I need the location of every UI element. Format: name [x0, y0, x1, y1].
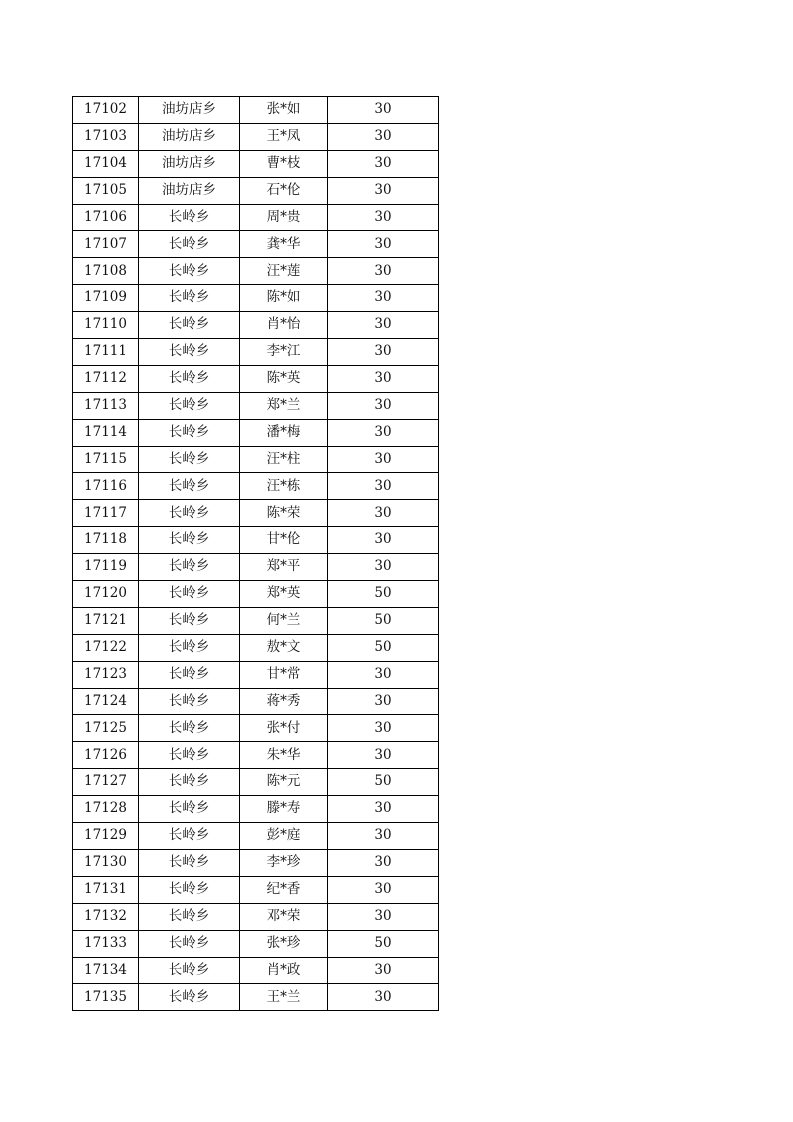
table-row — [73, 607, 439, 634]
table-row — [73, 123, 439, 150]
cell-town: 长岭乡 — [139, 339, 240, 366]
cell-amount: 50 — [328, 769, 439, 796]
cell-id: 17108 — [73, 258, 139, 285]
cell-town: 长岭乡 — [139, 204, 240, 231]
cell-town: 长岭乡 — [139, 258, 240, 285]
cell-amount: 30 — [328, 903, 439, 930]
cell-amount: 30 — [328, 123, 439, 150]
cell-town: 长岭乡 — [139, 715, 240, 742]
cell-town: 长岭乡 — [139, 957, 240, 984]
cell-name: 邓*荣 — [240, 903, 328, 930]
cell-amount: 30 — [328, 446, 439, 473]
cell-town: 长岭乡 — [139, 446, 240, 473]
cell-town: 长岭乡 — [139, 312, 240, 339]
cell-amount: 30 — [328, 715, 439, 742]
cell-name: 纪*香 — [240, 876, 328, 903]
cell-name: 汪*栋 — [240, 473, 328, 500]
cell-name: 曹*枝 — [240, 150, 328, 177]
cell-id: 17114 — [73, 419, 139, 446]
cell-name: 张*如 — [240, 97, 328, 124]
table-row — [73, 177, 439, 204]
cell-id: 17105 — [73, 177, 139, 204]
cell-amount: 30 — [328, 796, 439, 823]
cell-amount: 30 — [328, 527, 439, 554]
cell-amount: 30 — [328, 957, 439, 984]
cell-amount: 30 — [328, 742, 439, 769]
table-row — [73, 285, 439, 312]
cell-amount: 30 — [328, 258, 439, 285]
table-row — [73, 742, 439, 769]
cell-id: 17106 — [73, 204, 139, 231]
cell-town: 长岭乡 — [139, 581, 240, 608]
cell-id: 17130 — [73, 849, 139, 876]
cell-town: 长岭乡 — [139, 365, 240, 392]
cell-town: 长岭乡 — [139, 607, 240, 634]
cell-id: 17117 — [73, 500, 139, 527]
cell-name: 陈*英 — [240, 365, 328, 392]
cell-id: 17120 — [73, 581, 139, 608]
cell-amount: 30 — [328, 849, 439, 876]
table-row — [73, 392, 439, 419]
table-row — [73, 231, 439, 258]
cell-amount: 30 — [328, 365, 439, 392]
cell-name: 陈*元 — [240, 769, 328, 796]
table-row — [73, 204, 439, 231]
table-row — [73, 930, 439, 957]
table-body — [73, 97, 439, 1011]
table-row — [73, 150, 439, 177]
table-row — [73, 312, 439, 339]
cell-name: 汪*柱 — [240, 446, 328, 473]
table-row — [73, 258, 439, 285]
cell-id: 17109 — [73, 285, 139, 312]
cell-amount: 30 — [328, 177, 439, 204]
cell-id: 17124 — [73, 688, 139, 715]
cell-amount: 30 — [328, 419, 439, 446]
cell-town: 长岭乡 — [139, 661, 240, 688]
cell-amount: 30 — [328, 473, 439, 500]
cell-amount: 50 — [328, 607, 439, 634]
cell-town: 长岭乡 — [139, 930, 240, 957]
cell-id: 17113 — [73, 392, 139, 419]
cell-id: 17102 — [73, 97, 139, 124]
cell-id: 17128 — [73, 796, 139, 823]
cell-id: 17111 — [73, 339, 139, 366]
cell-name: 李*珍 — [240, 849, 328, 876]
cell-amount: 30 — [328, 661, 439, 688]
cell-amount: 30 — [328, 150, 439, 177]
table-row — [73, 796, 439, 823]
cell-amount: 30 — [328, 392, 439, 419]
cell-name: 汪*莲 — [240, 258, 328, 285]
cell-amount: 30 — [328, 688, 439, 715]
table-row — [73, 339, 439, 366]
cell-name: 何*兰 — [240, 607, 328, 634]
cell-town: 长岭乡 — [139, 634, 240, 661]
cell-name: 郑*英 — [240, 581, 328, 608]
table-row — [73, 365, 439, 392]
cell-id: 17131 — [73, 876, 139, 903]
table-row — [73, 769, 439, 796]
cell-amount: 50 — [328, 930, 439, 957]
cell-id: 17119 — [73, 554, 139, 581]
cell-name: 王*兰 — [240, 984, 328, 1011]
cell-name: 郑*兰 — [240, 392, 328, 419]
cell-name: 陈*如 — [240, 285, 328, 312]
cell-amount: 30 — [328, 339, 439, 366]
cell-name: 李*江 — [240, 339, 328, 366]
cell-amount: 50 — [328, 581, 439, 608]
cell-id: 17115 — [73, 446, 139, 473]
cell-town: 长岭乡 — [139, 849, 240, 876]
cell-town: 长岭乡 — [139, 392, 240, 419]
cell-name: 龚*华 — [240, 231, 328, 258]
cell-town: 长岭乡 — [139, 769, 240, 796]
cell-name: 彭*庭 — [240, 823, 328, 850]
table-row — [73, 903, 439, 930]
table-row — [73, 500, 439, 527]
cell-id: 17127 — [73, 769, 139, 796]
cell-amount: 30 — [328, 554, 439, 581]
table-row — [73, 823, 439, 850]
table-row — [73, 957, 439, 984]
cell-amount: 30 — [328, 231, 439, 258]
table-row — [73, 554, 439, 581]
cell-name: 蒋*秀 — [240, 688, 328, 715]
cell-id: 17123 — [73, 661, 139, 688]
cell-town: 油坊店乡 — [139, 97, 240, 124]
cell-town: 长岭乡 — [139, 527, 240, 554]
cell-id: 17103 — [73, 123, 139, 150]
cell-name: 肖*政 — [240, 957, 328, 984]
cell-id: 17126 — [73, 742, 139, 769]
cell-name: 肖*怡 — [240, 312, 328, 339]
cell-amount: 30 — [328, 285, 439, 312]
cell-amount: 50 — [328, 634, 439, 661]
table-row — [73, 984, 439, 1011]
table-row — [73, 527, 439, 554]
table-row — [73, 581, 439, 608]
cell-town: 长岭乡 — [139, 554, 240, 581]
cell-town: 长岭乡 — [139, 742, 240, 769]
cell-name: 石*伦 — [240, 177, 328, 204]
cell-id: 17129 — [73, 823, 139, 850]
cell-amount: 30 — [328, 984, 439, 1011]
cell-amount: 30 — [328, 823, 439, 850]
cell-id: 17107 — [73, 231, 139, 258]
table-row — [73, 661, 439, 688]
cell-id: 17118 — [73, 527, 139, 554]
cell-id: 17135 — [73, 984, 139, 1011]
cell-name: 朱*华 — [240, 742, 328, 769]
cell-town: 长岭乡 — [139, 903, 240, 930]
cell-town: 长岭乡 — [139, 473, 240, 500]
cell-name: 张*珍 — [240, 930, 328, 957]
table-row — [73, 97, 439, 124]
cell-town: 长岭乡 — [139, 231, 240, 258]
cell-amount: 30 — [328, 97, 439, 124]
table-row — [73, 473, 439, 500]
cell-id: 17134 — [73, 957, 139, 984]
cell-name: 敖*文 — [240, 634, 328, 661]
cell-amount: 30 — [328, 312, 439, 339]
cell-id: 17110 — [73, 312, 139, 339]
cell-id: 17133 — [73, 930, 139, 957]
cell-amount: 30 — [328, 500, 439, 527]
table-row — [73, 446, 439, 473]
cell-name: 甘*伦 — [240, 527, 328, 554]
table-row — [73, 715, 439, 742]
table-row — [73, 876, 439, 903]
cell-town: 油坊店乡 — [139, 177, 240, 204]
cell-id: 17125 — [73, 715, 139, 742]
spreadsheet-page — [72, 96, 439, 1011]
cell-amount: 30 — [328, 876, 439, 903]
cell-id: 17116 — [73, 473, 139, 500]
cell-town: 长岭乡 — [139, 876, 240, 903]
cell-town: 长岭乡 — [139, 419, 240, 446]
cell-town: 长岭乡 — [139, 984, 240, 1011]
cell-id: 17121 — [73, 607, 139, 634]
cell-name: 滕*寿 — [240, 796, 328, 823]
cell-name: 郑*平 — [240, 554, 328, 581]
cell-town: 长岭乡 — [139, 285, 240, 312]
table-row — [73, 419, 439, 446]
cell-name: 潘*梅 — [240, 419, 328, 446]
cell-id: 17112 — [73, 365, 139, 392]
cell-name: 王*凤 — [240, 123, 328, 150]
cell-town: 油坊店乡 — [139, 123, 240, 150]
cell-town: 长岭乡 — [139, 823, 240, 850]
cell-id: 17104 — [73, 150, 139, 177]
cell-amount: 30 — [328, 204, 439, 231]
cell-name: 陈*荣 — [240, 500, 328, 527]
cell-town: 油坊店乡 — [139, 150, 240, 177]
cell-name: 张*付 — [240, 715, 328, 742]
table-row — [73, 688, 439, 715]
table-row — [73, 634, 439, 661]
cell-id: 17122 — [73, 634, 139, 661]
cell-town: 长岭乡 — [139, 500, 240, 527]
table-row — [73, 849, 439, 876]
cell-name: 甘*常 — [240, 661, 328, 688]
cell-name: 周*贵 — [240, 204, 328, 231]
data-table — [72, 96, 439, 1011]
cell-town: 长岭乡 — [139, 796, 240, 823]
cell-id: 17132 — [73, 903, 139, 930]
cell-town: 长岭乡 — [139, 688, 240, 715]
